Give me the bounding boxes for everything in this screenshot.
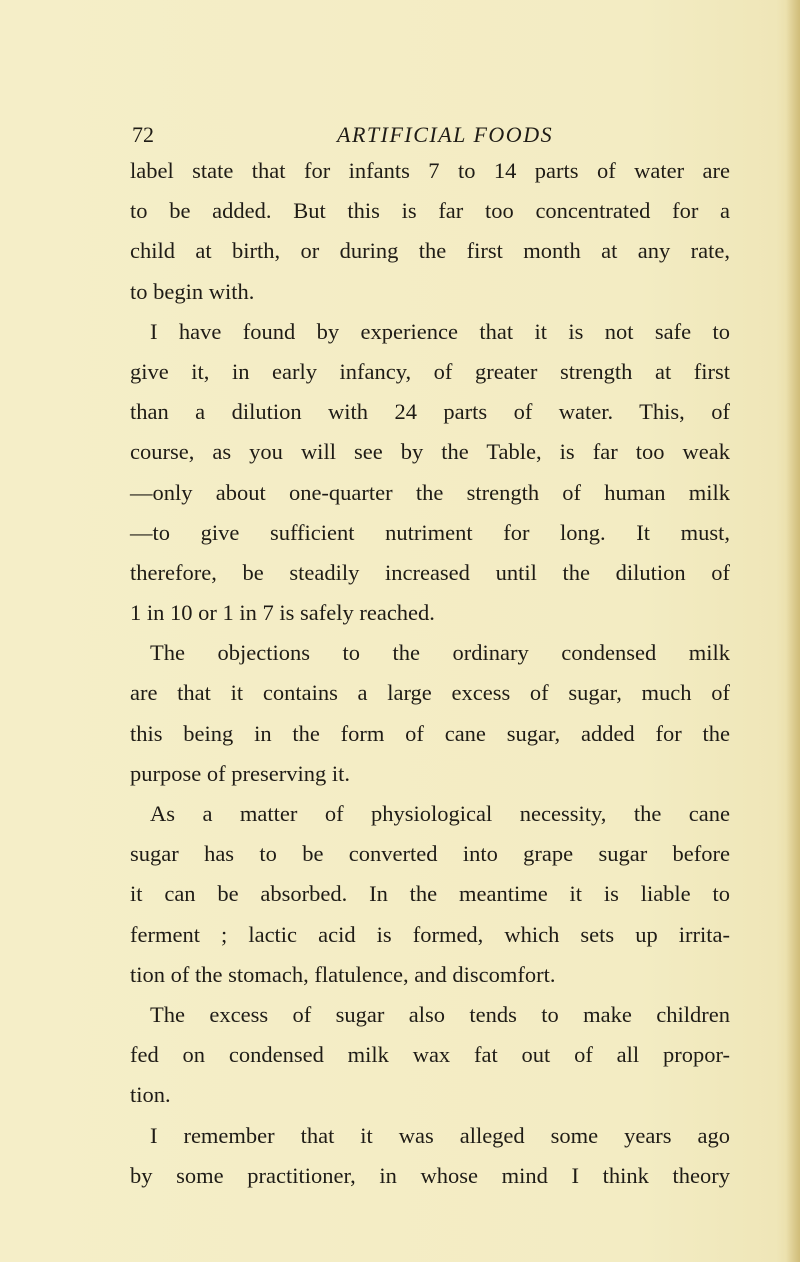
text-line: tion.	[130, 1082, 171, 1108]
text-line: to be added. But this is far too concentrated for a	[130, 198, 730, 224]
text-line: fed on condensed milk wax fat out of all propor-	[130, 1042, 730, 1068]
running-head	[0, 120, 800, 150]
text-line: —only about one-quarter the strength of human milk	[130, 479, 730, 505]
text-line: purpose of preserving it.	[130, 760, 350, 786]
text-line: than a dilution with 24 parts of water. This, of	[130, 399, 730, 425]
text-line: it can be absorbed. In the meantime it is liable to	[130, 881, 730, 907]
page-edge-shadow	[786, 0, 800, 1262]
text-line: 1 in 10 or 1 in 7 is safely reached.	[130, 600, 435, 626]
text-line: The excess of sugar also tends to make children	[150, 1001, 730, 1027]
text-line: are that it contains a large excess of sugar, much of	[130, 680, 730, 706]
text-line: tion of the stomach, flatulence, and discomfort.	[130, 961, 556, 987]
text-line: sugar has to be converted into grape sugar before	[130, 841, 730, 867]
text-line: therefore, be steadily increased until the dilution of	[130, 559, 730, 585]
text-line: ferment ; lactic acid is formed, which sets up irrita-	[130, 921, 730, 947]
text-line: give it, in early infancy, of greater strength at first	[130, 358, 730, 384]
text-line: As a matter of physiological necessity, the cane	[150, 801, 730, 826]
text-line: this being in the form of cane sugar, added for the	[130, 720, 730, 746]
page-number: 72	[132, 122, 154, 147]
text-line: The objections to the ordinary condensed milk	[150, 640, 730, 666]
text-line: I remember that it was alleged some years ago	[150, 1122, 730, 1148]
text-line: by some practitioner, in whose mind I think theory	[130, 1162, 730, 1188]
text-line: child at birth, or during the first month at any rate,	[130, 238, 730, 264]
running-title: ARTIFICIAL FOODS	[337, 122, 554, 147]
text-line: to begin with.	[130, 278, 255, 304]
text-line: —to give sufficient nutriment for long. It must,	[130, 519, 730, 545]
text-line: I have found by experience that it is not safe to	[150, 318, 730, 344]
body-text	[130, 151, 730, 1196]
text-line: label state that for infants 7 to 14 parts of water are	[130, 158, 730, 183]
text-line: course, as you will see by the Table, is far too weak	[130, 439, 730, 465]
